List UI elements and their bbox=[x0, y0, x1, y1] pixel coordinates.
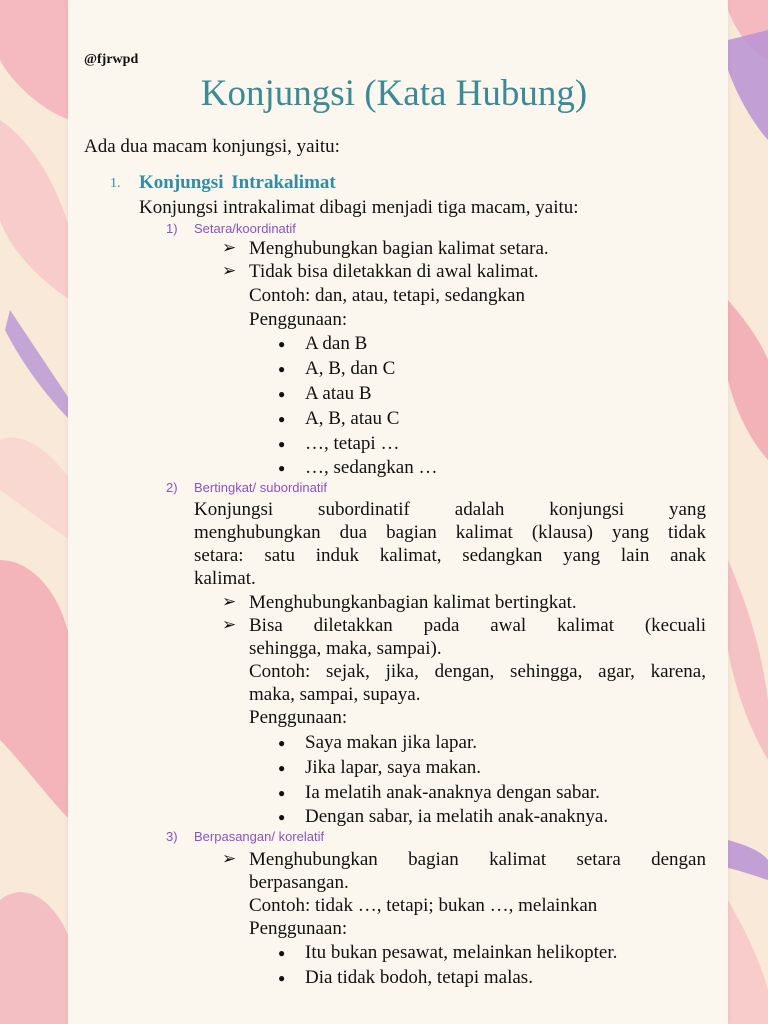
sub2-number: 2) bbox=[166, 480, 178, 495]
sub2-bullet-4: Dengan sabar, ia melatih anak-anaknya. bbox=[305, 806, 609, 827]
page-title: Konjungsi (Kata Hubung) bbox=[200, 73, 588, 114]
arrow-bullet-icon: ➢ bbox=[222, 238, 237, 257]
sub2-penggunaan: Penggunaan: bbox=[249, 707, 348, 728]
sub1-contoh: Contoh: dan, atau, tetapi, sedangkan bbox=[249, 285, 525, 306]
sub3-point-1-line-2: berpasangan. bbox=[249, 872, 349, 893]
sub3-number: 3) bbox=[166, 829, 178, 844]
sub3-contoh: Contoh: tidak …, tetapi; bukan …, melainkan bbox=[249, 895, 598, 916]
arrow-bullet-icon: ➢ bbox=[222, 592, 237, 611]
sub2-bullet-2: Jika lapar, saya makan. bbox=[305, 757, 481, 778]
sub2-paragraph-line-3: setara: satu induk kalimat, sedangkan yang lain anak bbox=[194, 545, 706, 566]
section-description: Konjungsi intrakalimat dibagi menjadi tiga macam, yaitu: bbox=[139, 197, 579, 218]
arrow-bullet-icon: ➢ bbox=[222, 261, 237, 280]
bullet-dot-icon: ● bbox=[278, 946, 286, 960]
sub2-point-1: Menghubungkanbagian kalimat bertingkat. bbox=[249, 592, 577, 613]
sub2-point-2-line-1: Bisa diletakkan pada awal kalimat (kecuali bbox=[249, 615, 706, 636]
bullet-dot-icon: ● bbox=[278, 786, 286, 800]
sub1-point-1: Menghubungkan bagian kalimat setara. bbox=[249, 238, 549, 259]
sub1-bullet-6: …, sedangkan … bbox=[305, 457, 438, 478]
sub2-contoh-line-1: Contoh: sejak, jika, dengan, sehingga, agar, karena, bbox=[249, 661, 706, 682]
sub1-label: Setara/koordinatif bbox=[194, 221, 296, 236]
sub3-penggunaan: Penggunaan: bbox=[249, 918, 348, 939]
bullet-dot-icon: ● bbox=[278, 412, 286, 426]
sub1-bullet-4: A, B, atau C bbox=[305, 408, 400, 429]
sub1-bullet-3: A atau B bbox=[305, 383, 372, 404]
bullet-dot-icon: ● bbox=[278, 362, 286, 376]
sub1-bullet-2: A, B, dan C bbox=[305, 358, 396, 379]
bullet-dot-icon: ● bbox=[278, 437, 286, 451]
bullet-dot-icon: ● bbox=[278, 810, 286, 824]
arrow-bullet-icon: ➢ bbox=[222, 615, 237, 634]
sub3-bullet-2: Dia tidak bodoh, tetapi malas. bbox=[305, 967, 533, 988]
sub1-penggunaan: Penggunaan: bbox=[249, 309, 348, 330]
sub3-point-1-line-1: Menghubungkan bagian kalimat setara dengan bbox=[249, 849, 706, 870]
sub3-label: Berpasangan/ korelatif bbox=[194, 829, 325, 844]
bullet-dot-icon: ● bbox=[278, 337, 286, 351]
bullet-dot-icon: ● bbox=[278, 971, 286, 985]
sub2-paragraph-line-4: kalimat. bbox=[194, 568, 256, 589]
arrow-bullet-icon: ➢ bbox=[222, 849, 237, 868]
sub3-bullet-1: Itu bukan pesawat, melainkan helikopter. bbox=[305, 942, 618, 963]
section-title: Konjungsi Intrakalimat bbox=[139, 172, 336, 193]
author-handle: @fjrwpd bbox=[84, 52, 139, 67]
sub2-label: Bertingkat/ subordinatif bbox=[194, 480, 327, 495]
sub1-bullet-1: A dan B bbox=[305, 333, 368, 354]
sub2-contoh-line-2: maka, sampai, supaya. bbox=[249, 684, 421, 705]
sub2-bullet-3: Ia melatih anak-anaknya dengan sabar. bbox=[305, 782, 600, 803]
bullet-dot-icon: ● bbox=[278, 761, 286, 775]
bullet-dot-icon: ● bbox=[278, 461, 286, 475]
sub2-paragraph-line-1: Konjungsi subordinatif adalah konjungsi yang bbox=[194, 499, 706, 520]
sub1-number: 1) bbox=[166, 221, 178, 236]
sub1-point-2: Tidak bisa diletakkan di awal kalimat. bbox=[249, 261, 539, 282]
sub2-bullet-1: Saya makan jika lapar. bbox=[305, 732, 477, 753]
sub1-bullet-5: …, tetapi … bbox=[305, 433, 400, 454]
bullet-dot-icon: ● bbox=[278, 387, 286, 401]
section-number: 1. bbox=[110, 176, 121, 191]
intro-text: Ada dua macam konjungsi, yaitu: bbox=[84, 136, 340, 157]
sub2-paragraph-line-2: menghubungkan dua bagian kalimat (klausa) yang tidak bbox=[194, 522, 706, 543]
bullet-dot-icon: ● bbox=[278, 736, 286, 750]
sub2-point-2-line-2: sehingga, maka, sampai). bbox=[249, 638, 442, 659]
